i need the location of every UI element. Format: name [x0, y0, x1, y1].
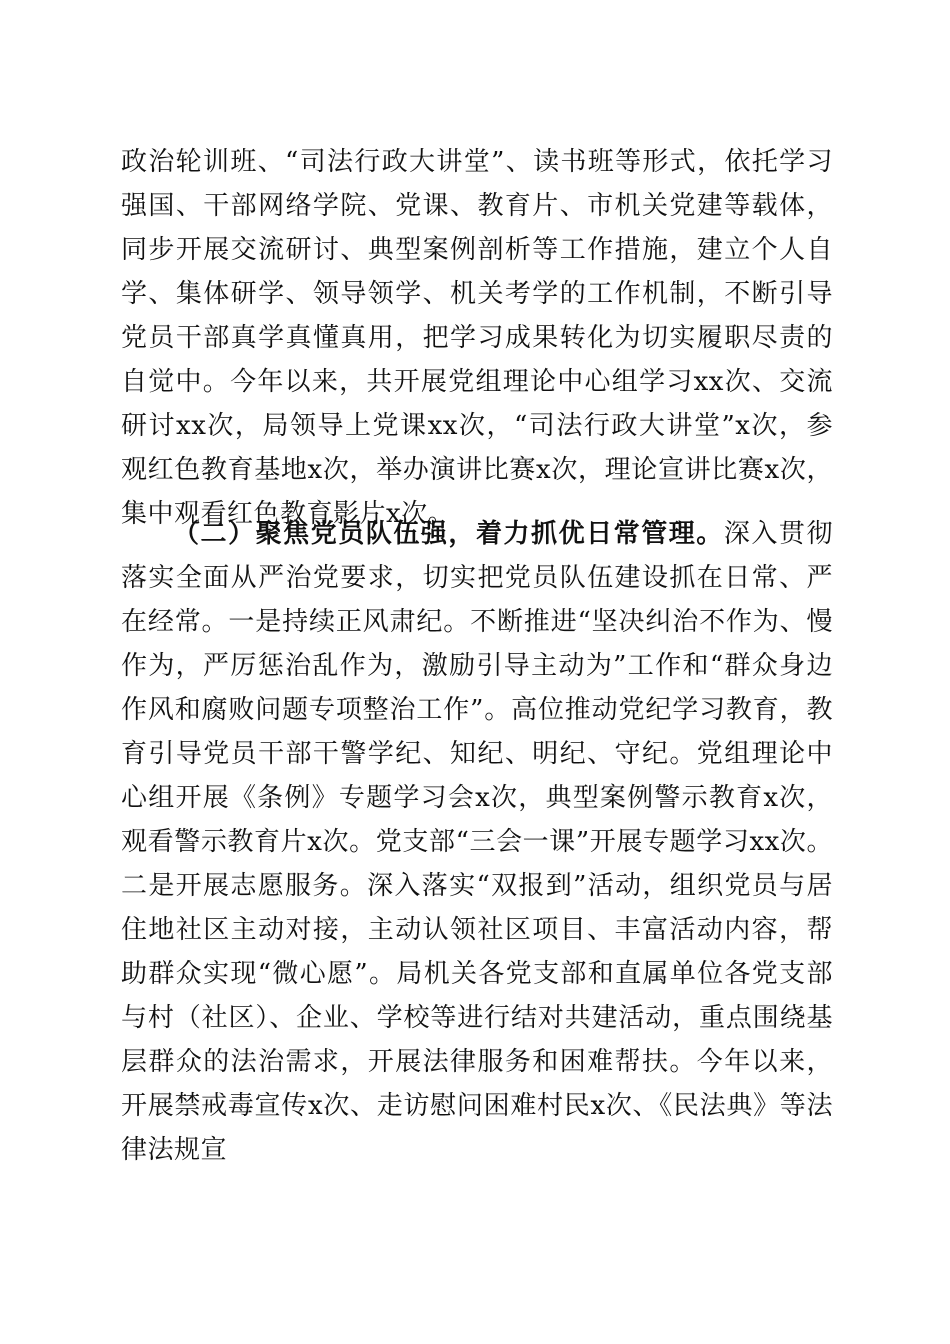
paragraph-1: [121, 140, 833, 536]
paragraph-2: [121, 512, 833, 1172]
paragraph-2-text: 深入贯彻落实全面从严治党要求，切实把党员队伍建设抓在日常、严在经常。一是持续正风肃纪。不断推进“坚决纠治不作为、慢作为，严厉惩治乱作为，激励引导主动为”工作和“群众身边作风和腐败问题专项整治工作”。高位推动党纪学习教育，教育引导党员干部干警学纪、知纪、明纪、守纪。党组理论中心组开展《条例》专题学习会x次，典型案例警示教育x次，观看警示教育片x次。党支部“三会一课”开展专题学习xx次。二是开展志愿服务。深入落实“双报到”活动，组织党员与居住地社区主动对接，主动认领社区项目、丰富活动内容，帮助群众实现“微心愿”。局机关各党支部和直属单位各党支部与村（社区）、企业、学校等进行结对共建活动，重点围绕基层群众的法治需求，开展法律服务和困难帮扶。今年以来，开展禁戒毒宣传x次、走访慰问困难村民x次、《民法典》等法律法规宣: [121, 519, 833, 1165]
section-heading: （二）聚焦党员队伍强，着力抓优日常管理。: [173, 519, 724, 549]
paragraph-1-text: 政治轮训班、“司法行政大讲堂”、读书班等形式，依托学习强国、干部网络学院、党课、教育片、市机关党建等载体，同步开展交流研讨、典型案例剖析等工作措施，建立个人自学、集体研学、领导领学、机关考学的工作机制，不断引导党员干部真学真懂真用，把学习成果转化为切实履职尽责的自觉中。今年以来，共开展党组理论中心组学习xx次、交流研讨xx次，局领导上党课xx次，“司法行政大讲堂”x次，参观红色教育基地x次，举办演讲比赛x次，理论宣讲比赛x次，集中观看红色教育影片x次。: [121, 147, 833, 529]
